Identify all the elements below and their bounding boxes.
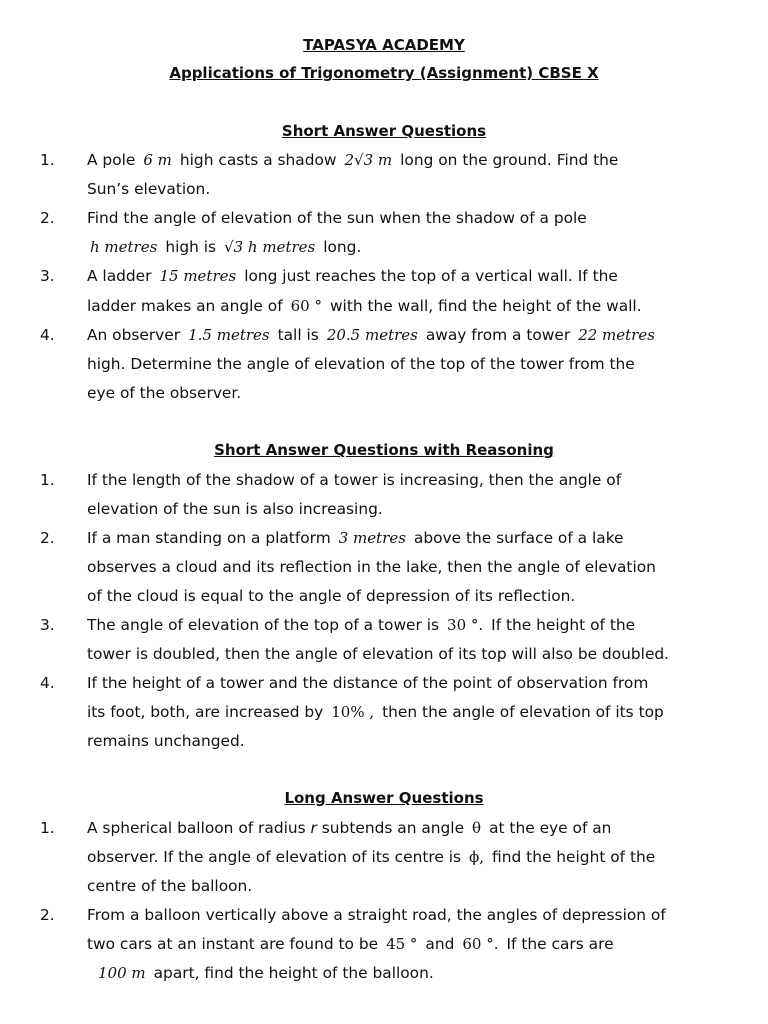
question-line: An observer 1.5 metres tall is 20.5 metres away from a tower 22 metres: [87, 326, 655, 344]
question-line: tower is doubled, then the angle of elevation of its top will also be doubled.: [87, 645, 670, 663]
math-expression: 6 m: [143, 151, 172, 169]
question-line: If the length of the shadow of a tower is increasing, then the angle of: [87, 471, 622, 489]
question-number: 1.: [40, 471, 55, 489]
math-expression: 15 metres: [159, 267, 237, 285]
math-expression: 45 °: [386, 935, 418, 953]
question-number: 1.: [40, 151, 55, 169]
question-line: 100 m apart, find the height of the balloon.: [98, 964, 434, 982]
question-number: 3.: [40, 616, 55, 634]
question-number: 2.: [40, 529, 55, 547]
question-number: 1.: [40, 819, 55, 837]
question-line: ladder makes an angle of 60 ° with the wall, find the height of the wall.: [87, 297, 642, 315]
question-line: centre of the balloon.: [87, 877, 253, 895]
question-line: elevation of the sun is also increasing.: [87, 500, 383, 518]
question-line: high. Determine the angle of elevation of the top of the tower from the: [87, 355, 635, 373]
question-number: 3.: [40, 267, 55, 285]
math-expression: 3 metres: [338, 529, 406, 547]
question-line: The angle of elevation of the top of a tower is 30 °. If the height of the: [87, 616, 636, 634]
math-expression: θ: [472, 819, 482, 837]
math-expression: 1.5 metres: [188, 326, 270, 344]
section-heading-long-answer: Long Answer Questions: [284, 789, 484, 807]
question-line: observes a cloud and its reflection in the lake, then the angle of elevation: [87, 558, 656, 576]
question-number: 2.: [40, 209, 55, 227]
math-expression: 20.5 metres: [326, 326, 418, 344]
question-line: Find the angle of elevation of the sun when the shadow of a pole: [87, 209, 587, 227]
question-line: Sun’s elevation.: [87, 180, 211, 198]
math-expression: 30 °.: [447, 616, 484, 634]
math-expression: √3 h metres: [224, 238, 316, 256]
question-line: remains unchanged.: [87, 732, 245, 750]
math-expression: 100 m: [98, 964, 146, 982]
section-heading-reasoning: Short Answer Questions with Reasoning: [214, 441, 554, 459]
question-line: eye of the observer.: [87, 384, 242, 402]
institute-name: TAPASYA ACADEMY: [303, 36, 465, 54]
section-heading-short-answer: Short Answer Questions: [281, 122, 487, 140]
question-line: A pole 6 m high casts a shadow 2√3 m long on the ground. Find the: [87, 151, 619, 169]
math-variable: r: [310, 819, 317, 837]
math-expression: 60 °.: [462, 935, 499, 953]
math-expression: h metres: [90, 238, 158, 256]
question-number: 2.: [40, 906, 55, 924]
question-line: A spherical balloon of radius r subtends an angle θ at the eye of an: [87, 819, 612, 837]
question-line: of the cloud is equal to the angle of depression of its reflection.: [87, 587, 576, 605]
question-line: h metres high is √3 h metres long.: [90, 238, 362, 256]
question-line: two cars at an instant are found to be 45 ° and 60 °. If the cars are: [87, 935, 614, 953]
document-title: Applications of Trigonometry (Assignment) CBSE X: [169, 64, 599, 82]
question-line: A ladder 15 metres long just reaches the top of a vertical wall. If the: [87, 267, 618, 285]
math-expression: ϕ,: [469, 848, 485, 866]
math-expression: 10% ,: [331, 703, 375, 721]
question-number: 4.: [40, 674, 55, 692]
math-expression: 60 °: [290, 297, 322, 315]
math-expression: 22 metres: [578, 326, 655, 344]
question-line: its foot, both, are increased by 10% , then the angle of elevation of its top: [87, 703, 664, 721]
question-number: 4.: [40, 326, 55, 344]
question-line: From a balloon vertically above a straight road, the angles of depression of: [87, 906, 666, 924]
math-expression: 2√3 m: [344, 151, 393, 169]
question-line: If the height of a tower and the distance of the point of observation from: [87, 674, 649, 692]
question-line: If a man standing on a platform 3 metres above the surface of a lake: [87, 529, 624, 547]
question-line: observer. If the angle of elevation of its centre is ϕ, find the height of the: [87, 848, 656, 866]
